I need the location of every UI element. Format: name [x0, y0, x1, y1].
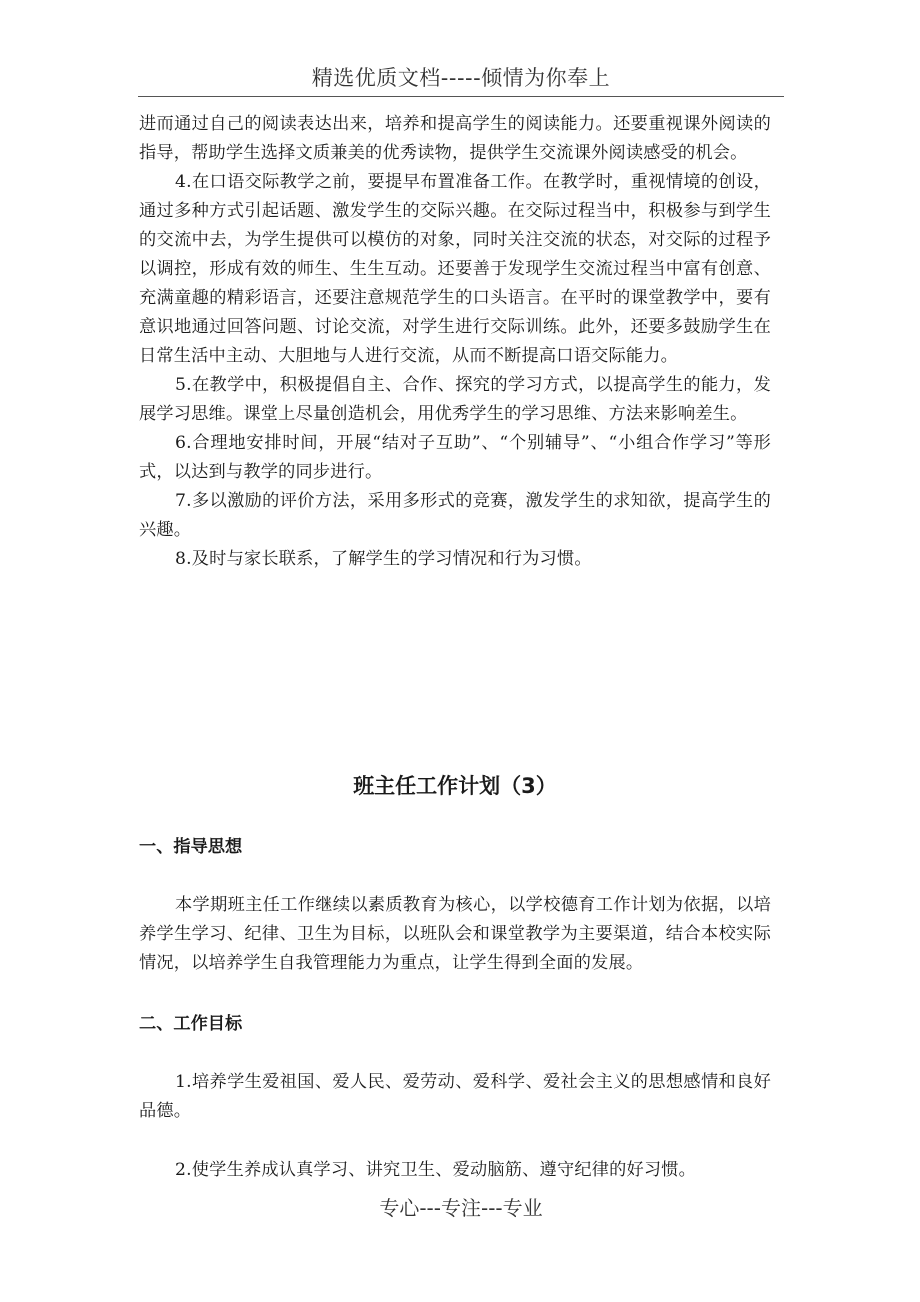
item-4-paragraph: 4.在口语交际教学之前，要提早布置准备工作。在教学时，重视情境的创设，通过多种方式引起话题、激发学生的交际兴趣。在交际过程当中，积极参与到学生的交流中去，为学生提供可以模仿的对象，同时关注交流的状态，对交际的过程予以调控，形成有效的师生、生生互动。还要善于发现学生交流过程当中富有创意、充满童趣的精彩语言，还要注意规范学生的口头语言。在平时的课堂教学中，要有意识地通过回答问题、讨论交流，对学生进行交际训练。此外，还要多鼓励学生在日常生活中主动、大胆地与人进行交流，从而不断提高口语交际能力。	[139, 172, 771, 366]
continuation-section	[139, 110, 771, 574]
page-header: 精选优质文档-----倾情为你奉上	[311, 66, 611, 90]
guiding-ideology-section	[139, 891, 771, 978]
continuation-paragraph: 进而通过自己的阅读表达出来，培养和提高学生的阅读能力。还要重视课外阅读的指导，帮助学生选择文质兼美的优秀读物，提供学生交流课外阅读感受的机会。	[139, 114, 771, 163]
section-heading-guiding-ideology: 一、指导思想	[139, 837, 243, 857]
goal-item-2-block	[139, 1156, 771, 1185]
item-7-paragraph: 7.多以激励的评价方法，采用多形式的竞赛，激发学生的求知欲，提高学生的兴趣。	[139, 491, 771, 540]
item-6-paragraph: 6.合理地安排时间，开展“结对子互助”、“个别辅导”、“小组合作学习”等形式，以达到与教学的同步进行。	[139, 433, 771, 482]
item-5-paragraph: 5.在教学中，积极提倡自主、合作、探究的学习方式，以提高学生的能力，发展学习思维。课堂上尽量创造机会，用优秀学生的学习思维、方法来影响差生。	[139, 375, 771, 424]
goal-item-1-block	[139, 1068, 771, 1126]
section-heading-work-goals: 二、工作目标	[139, 1014, 243, 1034]
document-title: 班主任工作计划（3）	[353, 774, 557, 798]
goal-item-1: 1.培养学生爱祖国、爱人民、爱劳动、爱科学、爱社会主义的思想感情和良好品德。	[139, 1072, 771, 1121]
guiding-ideology-paragraph: 本学期班主任工作继续以素质教育为核心，以学校德育工作计划为依据，以培养学生学习、纪律、卫生为目标，以班队会和课堂教学为主要渠道，结合本校实际情况，以培养学生自我管理能力为重点，让学生得到全面的发展。	[139, 895, 771, 973]
item-8-paragraph: 8.及时与家长联系，了解学生的学习情况和行为习惯。	[175, 549, 592, 569]
goal-item-2: 2.使学生养成认真学习、讲究卫生、爱动脑筋、遵守纪律的好习惯。	[175, 1160, 697, 1180]
header-divider	[138, 96, 784, 97]
page-footer: 专心---专注---专业	[379, 1196, 543, 1220]
